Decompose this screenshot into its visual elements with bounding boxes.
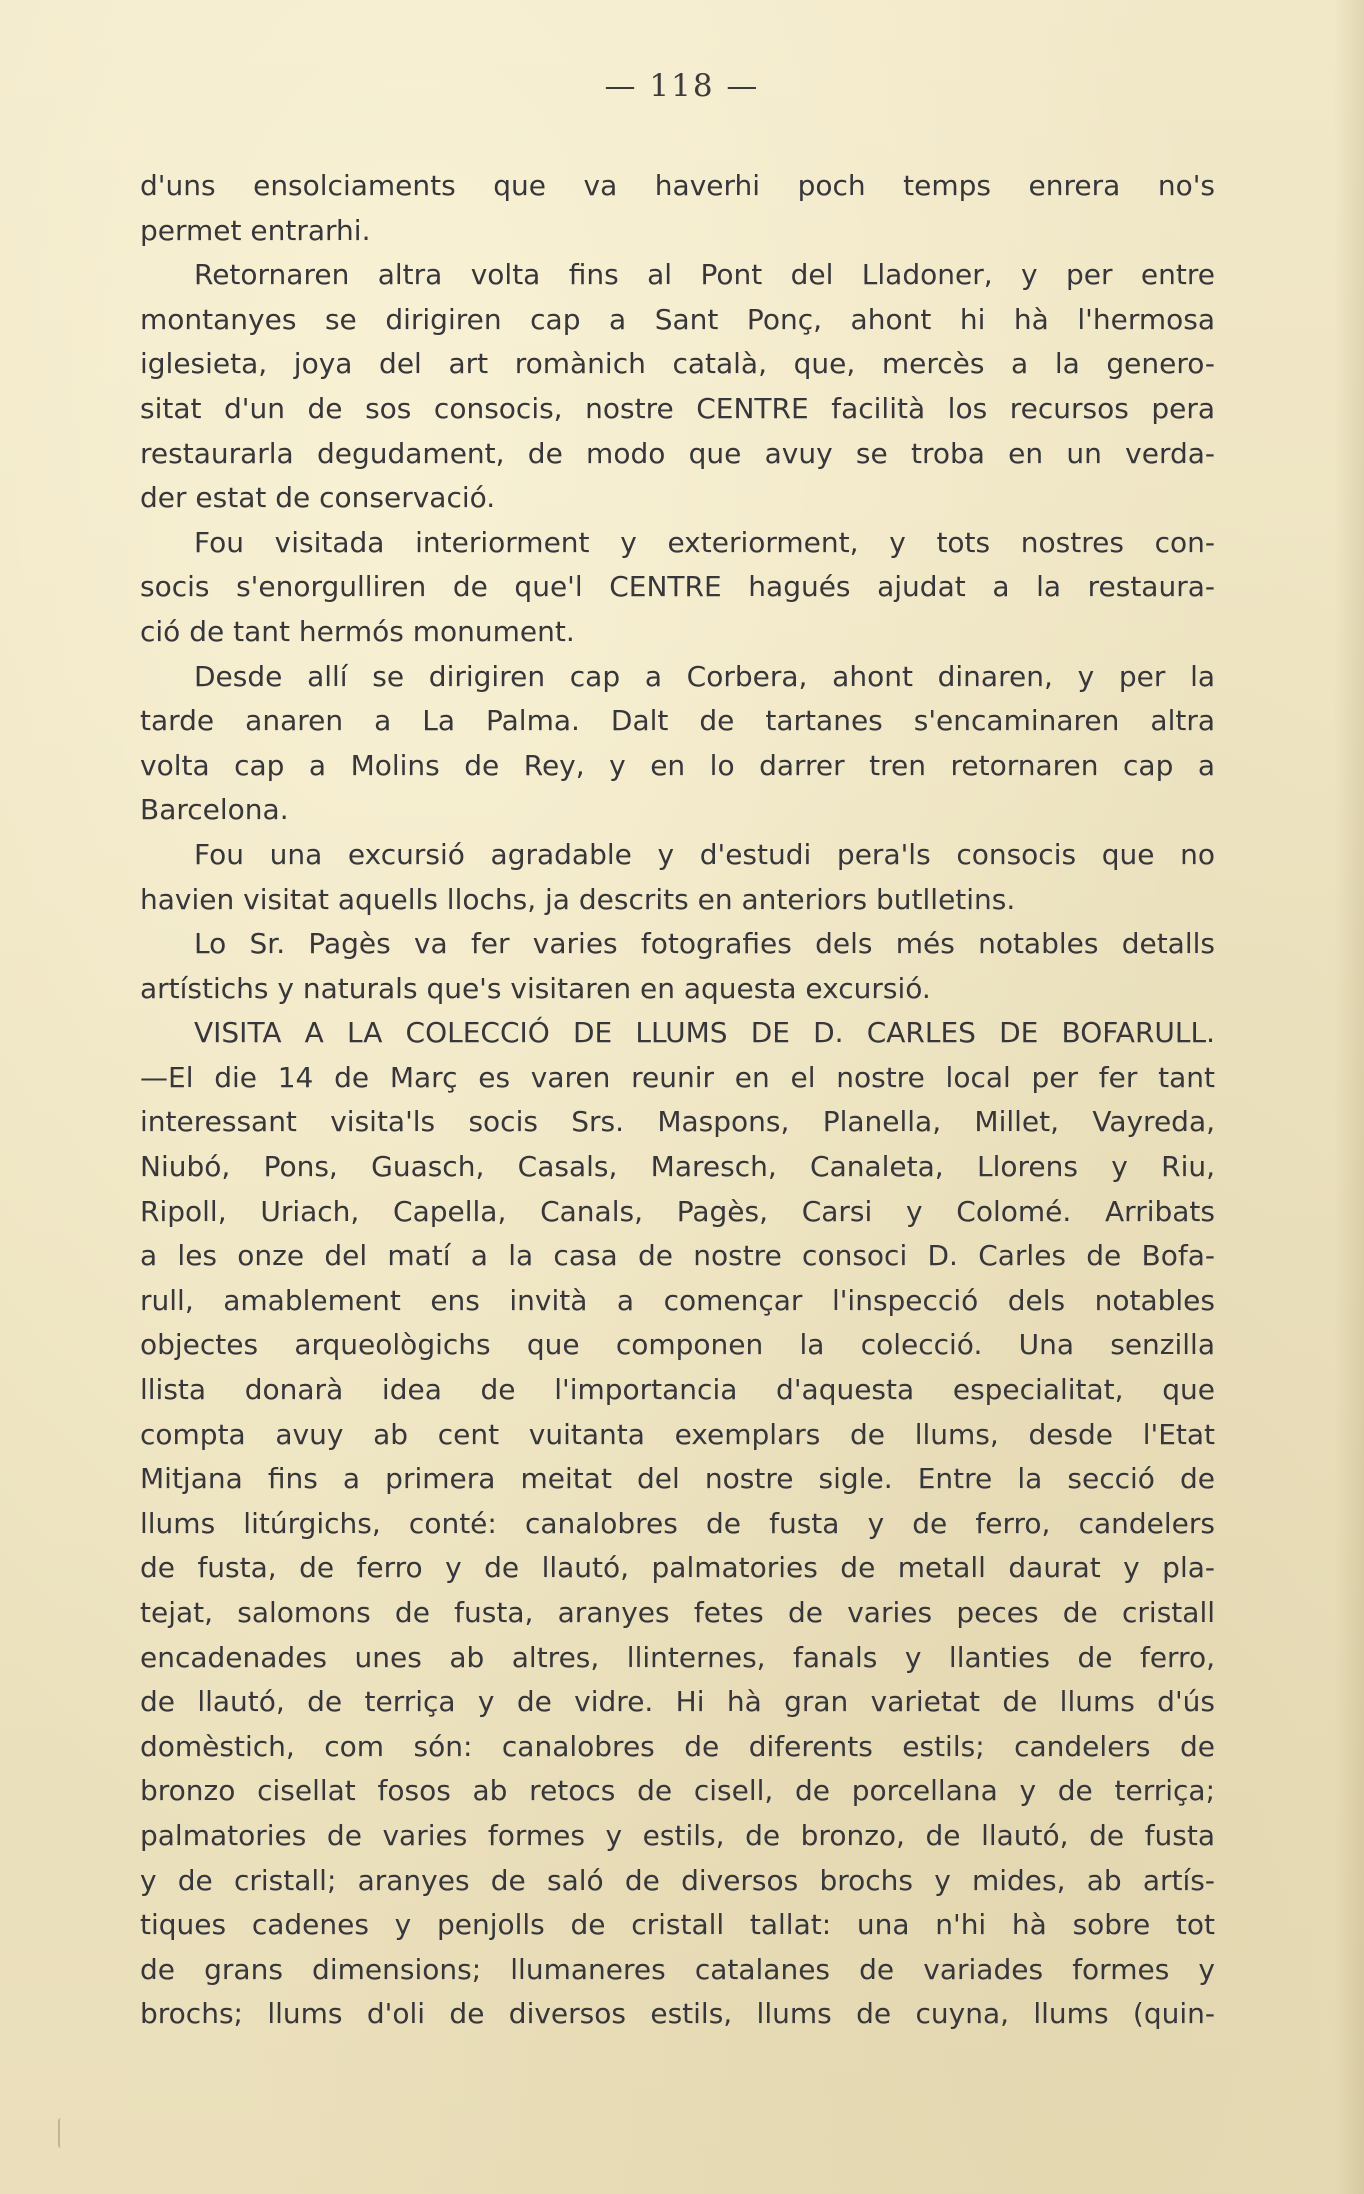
text-line: Lo Sr. Pagès va fer varies fotografies dels més notables detalls xyxy=(194,927,1215,961)
text-line: Fou visitada interiorment y exteriorment, y tots nostres con- xyxy=(194,525,1215,559)
text-line: restaurarla degudament, de modo que avuy se troba en un verda- xyxy=(140,436,1215,470)
text-line: der estat de conservació. xyxy=(140,481,496,515)
text-line: Barcelona. xyxy=(140,793,289,827)
text-line: de llautó, de terriça y de vidre. Hi hà gran varietat de llums d'ús xyxy=(140,1685,1215,1719)
text-line: y de cristall; aranyes de saló de diversos brochs y mides, ab artís- xyxy=(140,1863,1215,1897)
text-line: interessant visita'ls socis Srs. Maspons, Planella, Millet, Vayreda, xyxy=(140,1105,1215,1139)
text-line: ció de tant hermós monument. xyxy=(140,614,575,648)
text-line: permet entrarhi. xyxy=(140,213,371,247)
text-line: de fusta, de ferro y de llautó, palmatories de metall daurat y pla- xyxy=(140,1551,1215,1585)
text-line: palmatories de varies formes y estils, de bronzo, de llautó, de fusta xyxy=(140,1818,1215,1852)
body-text xyxy=(140,164,1215,2037)
text-line: llums litúrgichs, conté: canalobres de fusta y de ferro, candelers xyxy=(140,1506,1215,1540)
text-line: Mitjana fins a primera meitat del nostre sigle. Entre la secció de xyxy=(140,1462,1215,1496)
text-line: brochs; llums d'oli de diversos estils, llums de cuyna, llums (quin- xyxy=(140,1997,1215,2031)
page-number: — 118 — xyxy=(604,68,760,104)
text-line: volta cap a Molins de Rey, y en lo darrer tren retornaren cap a xyxy=(140,748,1215,782)
text-line: Ripoll, Uriach, Capella, Canals, Pagès, Carsi y Colomé. Arribats xyxy=(140,1194,1215,1228)
text-line: montanyes se dirigiren cap a Sant Ponç, ahont hi hà l'hermosa xyxy=(140,302,1215,336)
text-line: Fou una excursió agradable y d'estudi pera'ls consocis que no xyxy=(194,837,1215,871)
text-line: artístichs y naturals que's visitaren en aquesta excursió. xyxy=(140,971,931,1005)
text-line: llista donarà idea de l'importancia d'aquesta especialitat, que xyxy=(140,1373,1215,1407)
text-line: tiques cadenes y penjolls de cristall tallat: una n'hi hà sobre tot xyxy=(140,1908,1215,1942)
text-line: a les onze del matí a la casa de nostre consoci D. Carles de Bofa- xyxy=(140,1239,1215,1273)
text-line: —El die 14 de Març es varen reunir en el nostre local per fer tant xyxy=(140,1060,1215,1094)
text-line: de grans dimensions; llumaneres catalanes de variades formes y xyxy=(140,1952,1215,1986)
text-line: sitat d'un de sos consocis, nostre CENTRE facilità los recursos pera xyxy=(140,391,1215,425)
text-line: Retornaren altra volta fins al Pont del Lladoner, y per entre xyxy=(194,258,1215,292)
text-line: bronzo cisellat fosos ab retocs de cisell, de porcellana y de terriça; xyxy=(140,1774,1215,1808)
text-line: socis s'enorgulliren de que'l CENTRE hagués ajudat a la restaura- xyxy=(140,570,1215,604)
text-line: tarde anaren a La Palma. Dalt de tartanes s'encaminaren altra xyxy=(140,704,1215,738)
paper-mark xyxy=(58,2118,64,2148)
text-line: objectes arqueològichs que componen la colecció. Una senzilla xyxy=(140,1328,1215,1362)
text-line: d'uns ensolciaments que va haverhi poch temps enrera no's xyxy=(140,169,1215,202)
page-edge-shadow xyxy=(1334,0,1364,2194)
text-line: encadenades unes ab altres, llinternes, fanals y llanties de ferro, xyxy=(140,1640,1215,1674)
text-line: compta avuy ab cent vuitanta exemplars de llums, desde l'Etat xyxy=(140,1417,1215,1451)
text-line: rull, amablement ens invità a començar l'inspecció dels notables xyxy=(140,1283,1215,1317)
text-line: tejat, salomons de fusta, aranyes fetes de varies peces de cristall xyxy=(140,1596,1215,1629)
text-line: Niubó, Pons, Guasch, Casals, Maresch, Canaleta, Llorens y Riu, xyxy=(140,1150,1215,1184)
text-line: iglesieta, joya del art romànich català, que, mercès a la genero- xyxy=(140,347,1215,381)
text-line: Desde allí se dirigiren cap a Corbera, ahont dinaren, y per la xyxy=(194,659,1215,693)
text-line: havien visitat aquells llochs, ja descrits en anteriors butlletins. xyxy=(140,882,1016,916)
text-line: domèstich, com són: canalobres de diferents estils; candelers de xyxy=(140,1729,1215,1763)
text-line: VISITA A LA COLECCIÓ DE LLUMS DE D. CARLES DE BOFARULL. xyxy=(194,1016,1215,1050)
